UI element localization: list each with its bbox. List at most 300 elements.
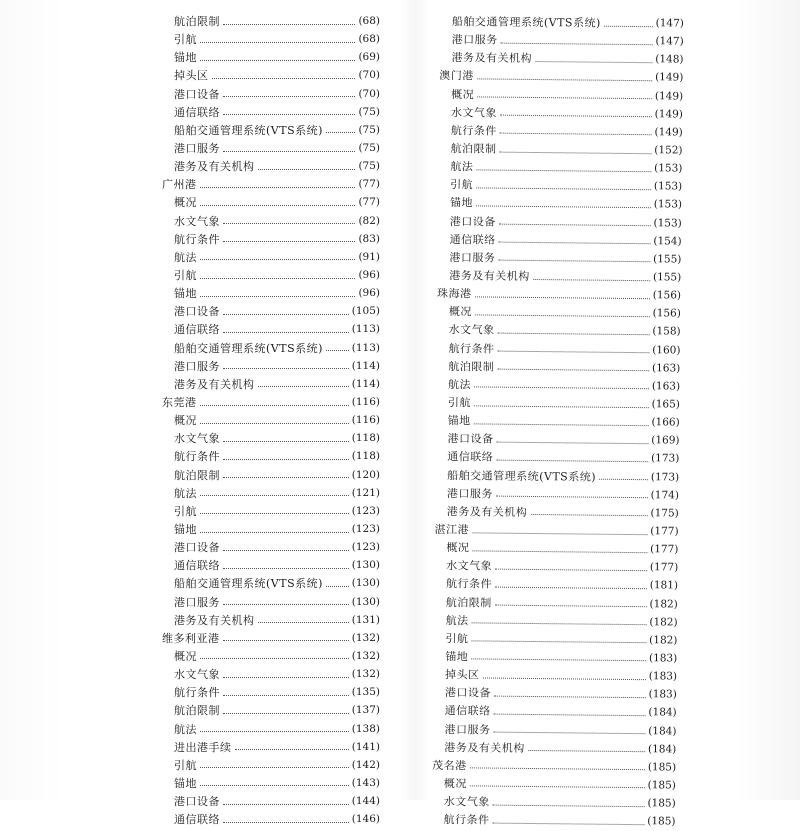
dot-leader [223,822,349,823]
toc-entry [162,375,380,393]
toc-entry-label: 航法 [450,160,474,174]
toc-entry-page-number: (185) [647,761,677,774]
toc-entry-label: 航行条件 [448,341,495,356]
toc-entry [431,810,675,831]
dot-leader [493,804,645,807]
toc-entry-page-number: (177) [649,561,679,574]
toc-entry-page-number: (146) [351,813,380,826]
toc-entry-label: 水文气象 [174,668,220,682]
toc-section-entry [162,175,380,193]
toc-entry-page-number: (132) [351,631,380,644]
dot-leader [223,804,349,805]
toc-entry-label: 水文气象 [443,795,490,809]
dot-leader [223,550,349,551]
toc-entry-label: 锚地 [449,196,474,210]
book-gutter [400,0,430,800]
dot-leader [497,369,649,372]
toc-entry-label: 水文气象 [174,214,220,228]
toc-entry [162,520,380,538]
dot-leader [495,605,647,608]
dot-leader [483,677,646,680]
dot-leader [223,114,355,115]
dot-leader [496,441,648,444]
dot-leader [599,479,648,481]
toc-entry-page-number: (184) [647,742,677,756]
toc-entry [162,810,380,828]
toc-entry-label: 引航 [174,269,197,283]
toc-entry-label: 引航 [445,631,469,646]
toc-entry-label: 航行条件 [174,232,220,246]
toc-entry [162,12,380,30]
toc-entry-label: 港口设备 [174,87,220,101]
toc-entry-label: 锚地 [174,776,197,790]
dot-leader [498,260,650,263]
dot-leader [223,314,349,315]
toc-entry-label: 广州港 [162,178,197,192]
toc-entry [162,411,380,429]
toc-entry [162,738,380,756]
toc-entry-label: 茂名港 [432,758,467,773]
toc-entry-page-number: (149) [655,71,684,85]
toc-entry-label: 港务及有关机构 [174,377,255,391]
dot-leader [200,532,349,533]
toc-entry-page-number: (153) [653,216,682,230]
toc-entry-label: 船舶交通管理系统(VTS系统) [174,577,323,591]
toc-entry-page-number: (130) [351,577,380,590]
toc-entry-label: 港务及有关机构 [449,269,530,283]
toc-entry [162,538,380,556]
toc-entry-label: 航行条件 [445,577,493,591]
toc-entry-page-number: (182) [649,634,678,647]
dot-leader [200,187,356,188]
toc-entry-page-number: (174) [650,488,680,502]
toc-entry-label: 船舶交通管理系统(VTS系统) [174,123,323,137]
dot-leader [474,387,649,390]
toc-entry-label: 湛江港 [434,522,470,537]
toc-entry-label: 通信联络 [444,704,491,718]
dot-leader [223,713,349,714]
toc-entry-page-number: (130) [351,559,380,572]
toc-entry-label: 航法 [174,486,197,500]
toc-entry-label: 航泊限制 [448,359,495,374]
dot-leader [200,785,349,786]
toc-entry [162,320,380,338]
toc-entry-label: 港口服务 [174,359,220,373]
dot-leader [223,151,355,152]
dot-leader [500,151,652,154]
toc-entry-label: 航行条件 [174,686,220,700]
toc-column-left [162,12,380,828]
dot-leader [258,622,349,623]
toc-entry-page-number: (163) [651,380,681,393]
toc-entry-page-number: (184) [648,724,677,738]
toc-entry-label: 锚地 [174,523,197,536]
toc-entry-page-number: (184) [648,706,677,719]
toc-entry [162,193,380,211]
toc-entry-label: 维多利亚港 [162,631,220,645]
toc-entry-page-number: (113) [351,323,380,336]
toc-entry-page-number: (153) [653,180,683,193]
toc-entry-label: 船舶交通管理系统(VTS系统) [451,15,601,30]
toc-entry-label: 引航 [447,396,471,410]
toc-entry-page-number: (75) [358,123,380,136]
dot-leader [472,532,647,535]
dot-leader [494,714,646,717]
toc-entry-page-number: (75) [358,160,380,173]
toc-entry-page-number: (144) [351,795,380,808]
dot-leader [493,732,645,735]
toc-entry-page-number: (166) [651,416,680,429]
toc-entry-page-number: (165) [651,398,680,411]
toc-entry-label: 航泊限制 [450,142,497,156]
toc-entry-label: 通信联络 [447,450,494,465]
toc-entry-label: 港务及有关机构 [446,504,528,519]
toc-entry-label: 航泊限制 [174,704,220,718]
toc-entry-label: 港口设备 [449,214,496,229]
toc-entry-page-number: (83) [358,232,380,245]
toc-entry-label: 引航 [174,758,197,772]
dot-leader [533,279,650,281]
toc-entry-page-number: (137) [351,704,380,717]
toc-entry-label: 概况 [448,305,472,319]
dot-leader [200,259,355,260]
toc-entry-page-number: (163) [651,361,681,375]
dot-leader [258,386,349,387]
toc-entry-page-number: (173) [651,452,680,465]
toc-entry-page-number: (70) [358,87,380,100]
toc-entry-page-number: (130) [351,595,380,608]
toc-entry-page-number: (116) [351,396,380,409]
toc-entry-label: 航泊限制 [174,468,220,482]
toc-entry-page-number: (169) [651,434,680,447]
toc-entry-label: 港口服务 [174,142,220,156]
dot-leader [223,332,349,333]
toc-entry-page-number: (131) [351,613,380,626]
toc-entry [162,339,380,357]
toc-entry-label: 东莞港 [162,396,197,410]
toc-entry [162,212,380,230]
toc-entry-label: 锚地 [447,414,471,428]
toc-entry-page-number: (183) [648,688,677,701]
toc-entry-label: 航泊限制 [174,15,220,29]
toc-entry-label: 港口服务 [451,33,498,47]
toc-entry [162,447,380,465]
toc-entry-page-number: (105) [351,305,380,318]
toc-entry-label: 引航 [450,178,474,192]
toc-entry-page-number: (160) [652,343,681,357]
toc-entry-label: 港口服务 [449,251,496,265]
toc-entry-page-number: (156) [652,289,682,302]
dot-leader [530,514,647,516]
toc-entry [162,556,380,574]
toc-entry-page-number: (185) [647,779,676,792]
toc-entry-page-number: (177) [650,543,679,556]
dot-leader [528,750,645,752]
toc-entry-label: 概况 [174,414,197,428]
toc-entry-page-number: (116) [351,414,380,427]
toc-entry [162,593,380,611]
toc-entry-label: 通信联络 [174,323,220,337]
toc-entry-page-number: (135) [351,686,380,699]
toc-entry [162,484,380,502]
toc-entry-page-number: (138) [351,722,380,735]
toc-entry-label: 航法 [174,250,197,264]
toc-entry-label: 澳门港 [439,69,474,83]
toc-entry-page-number: (156) [652,307,681,320]
toc-entry-page-number: (153) [654,162,683,175]
toc-entry-page-number: (91) [358,250,380,263]
dot-leader [200,495,349,496]
dot-leader [493,822,645,825]
toc-entry-label: 掉头区 [444,668,480,682]
toc-entry-page-number: (177) [650,525,679,538]
toc-entry [162,302,380,320]
toc-entry-page-number: (120) [351,468,380,481]
toc-entry-label: 港务及有关机构 [174,613,255,627]
toc-entry-label: 航行条件 [450,124,497,138]
dot-leader [472,623,647,626]
toc-entry-page-number: (147) [655,35,684,48]
dot-leader [471,641,646,644]
toc-entry [162,157,380,175]
toc-entry-label: 港口设备 [174,795,220,809]
dot-leader [471,659,646,662]
toc-entry-page-number: (75) [358,105,380,118]
toc-entry-page-number: (70) [358,69,380,82]
toc-entry-label: 水文气象 [446,559,493,573]
dot-leader [476,205,651,208]
toc-entry-page-number: (123) [351,523,380,535]
toc-entry-page-number: (96) [358,287,380,300]
toc-entry-label: 港口设备 [447,432,494,446]
toc-entry [162,85,380,103]
toc-entry-label: 航法 [445,613,469,628]
toc-entry-page-number: (118) [351,450,380,463]
dot-leader [212,78,356,79]
toc-entry-page-number: (153) [653,198,683,212]
toc-entry-page-number: (148) [655,53,684,66]
toc-entry [162,719,380,737]
dot-leader [223,459,349,460]
toc-entry [162,792,380,810]
toc-entry-label: 概况 [174,649,197,663]
toc-entry-label: 港务及有关机构 [444,740,525,755]
toc-entry-page-number: (185) [647,797,676,810]
toc-entry-label: 航行条件 [174,450,220,464]
dot-leader [476,187,651,190]
dot-leader [494,695,646,698]
dot-leader [200,205,355,206]
toc-entry-page-number: (185) [647,815,676,828]
toc-entry [162,266,380,284]
toc-entry-page-number: (147) [655,17,684,30]
toc-entry-page-number: (154) [653,234,682,248]
dot-leader [495,587,647,590]
dot-leader [474,405,649,408]
toc-entry [162,121,380,139]
dot-leader [223,640,349,641]
toc-entry-page-number: (96) [358,269,380,282]
toc-entry-label: 港口服务 [174,595,220,609]
toc-entry-page-number: (82) [358,214,380,227]
toc-entry-label: 船舶交通管理系统(VTS系统) [447,468,597,484]
toc-entry-page-number: (143) [351,776,380,789]
toc-entry [162,248,380,266]
dot-leader [223,604,349,605]
toc-entry-page-number: (158) [652,325,681,338]
toc-entry-label: 航法 [174,722,197,736]
toc-entry-label: 港口设备 [174,541,220,555]
toc-entry-page-number: (183) [648,670,678,683]
toc-entry-page-number: (152) [654,144,683,157]
toc-entry [162,502,380,520]
dot-leader [223,24,355,25]
toc-entry-label: 概况 [174,196,197,210]
toc-entry-page-number: (69) [358,51,380,64]
toc-entry-label: 掉头区 [174,69,209,83]
dot-leader [200,278,355,279]
dot-leader [235,749,349,750]
toc-entry-page-number: (173) [650,470,680,484]
toc-entry [162,774,380,792]
toc-entry-label: 锚地 [445,650,469,664]
toc-entry-label: 通信联络 [174,559,220,573]
toc-entry [162,30,380,48]
toc-section-entry [162,393,380,411]
toc-entry-label: 港口设备 [444,686,491,700]
toc-entry-page-number: (132) [351,668,380,681]
dot-leader [223,477,349,478]
dot-leader [223,241,355,242]
toc-entry [162,574,380,592]
dot-leader [200,767,349,768]
toc-entry-label: 航行条件 [443,813,490,827]
dot-leader [200,296,355,297]
dot-leader [497,351,649,354]
dot-leader [496,460,648,463]
dot-leader [326,350,349,351]
dot-leader [498,333,650,336]
dot-leader [535,61,652,63]
toc-entry-page-number: (121) [351,486,380,499]
toc-entry [162,647,380,665]
dot-leader [200,513,349,514]
toc-entry [162,139,380,157]
toc-entry-label: 锚地 [174,51,197,65]
dot-leader [200,731,349,732]
toc-entry-label: 珠海港 [436,287,472,301]
toc-entry-page-number: (182) [649,597,678,611]
dot-leader [223,368,349,369]
toc-entry-page-number: (77) [358,178,380,191]
dot-leader [475,314,650,317]
toc-entry-label: 港口设备 [174,305,220,319]
toc-entry-label: 港口服务 [446,486,494,501]
toc-entry-label: 水文气象 [174,432,220,446]
dot-leader [476,169,651,172]
toc-entry-label: 水文气象 [448,323,495,338]
dot-leader [604,25,653,27]
toc-entry-page-number: (141) [351,740,380,753]
toc-entry [162,357,380,375]
dot-leader [326,586,349,587]
dot-leader [474,423,649,426]
dot-leader [500,133,652,136]
dot-leader [326,132,356,133]
toc-entry-label: 进出港手续 [174,740,232,754]
toc-entry-page-number: (175) [650,507,679,520]
toc-entry-page-number: (123) [351,541,380,554]
toc-entry-page-number: (155) [652,271,682,284]
toc-entry-page-number: (77) [358,196,380,209]
dot-leader [223,695,349,696]
toc-entry-label: 通信联络 [449,232,496,247]
toc-entry [162,103,380,121]
toc-entry [162,611,380,629]
toc-entry-label: 航泊限制 [445,595,492,610]
dot-leader [223,223,355,224]
toc-entry [162,701,380,719]
toc-entry [162,466,380,484]
dot-leader [200,405,349,406]
dot-leader [475,296,650,299]
toc-entry-label: 港务及有关机构 [174,160,255,174]
toc-entry-label: 通信联络 [174,813,220,827]
dot-leader [223,677,349,678]
toc-entry-page-number: (114) [351,377,380,390]
dot-leader [499,224,651,227]
toc-entry-label: 概况 [451,87,475,101]
toc-entry-label: 港务及有关机构 [451,51,533,66]
dot-leader [223,441,349,442]
dot-leader [496,496,648,499]
toc-entry-label: 引航 [174,33,197,47]
toc-entry-page-number: (182) [649,615,678,629]
toc-entry-page-number: (181) [649,579,679,592]
toc-entry-label: 通信联络 [174,105,220,119]
toc-entry-page-number: (149) [654,89,684,103]
toc-entry-page-number: (132) [351,649,380,662]
dot-leader [472,550,647,553]
toc-entry-page-number: (149) [654,126,683,139]
toc-entry-label: 锚地 [174,287,197,301]
toc-entry [162,683,380,701]
dot-leader [223,568,349,569]
toc-entry [162,429,380,447]
toc-entry-page-number: (155) [653,253,682,266]
toc-entry [162,284,380,302]
toc-entry [162,756,380,774]
toc-entry-label: 航法 [448,377,472,392]
toc-entry-page-number: (68) [358,15,380,28]
dot-leader [495,568,647,571]
dot-leader [258,169,356,170]
toc-entry-page-number: (183) [648,652,678,665]
toc-entry-label: 港口服务 [444,722,491,737]
toc-entry-page-number: (149) [654,108,684,121]
dot-leader [470,768,645,771]
toc-entry-page-number: (118) [351,432,380,445]
toc-entry [162,665,380,683]
toc-entry [162,66,380,84]
toc-entry [162,230,380,248]
dot-leader [499,242,651,245]
toc-entry-page-number: (68) [358,33,380,46]
dot-leader [200,60,355,61]
toc-entry-label: 概况 [446,541,470,555]
dot-leader [200,423,349,424]
dot-leader [200,42,355,43]
